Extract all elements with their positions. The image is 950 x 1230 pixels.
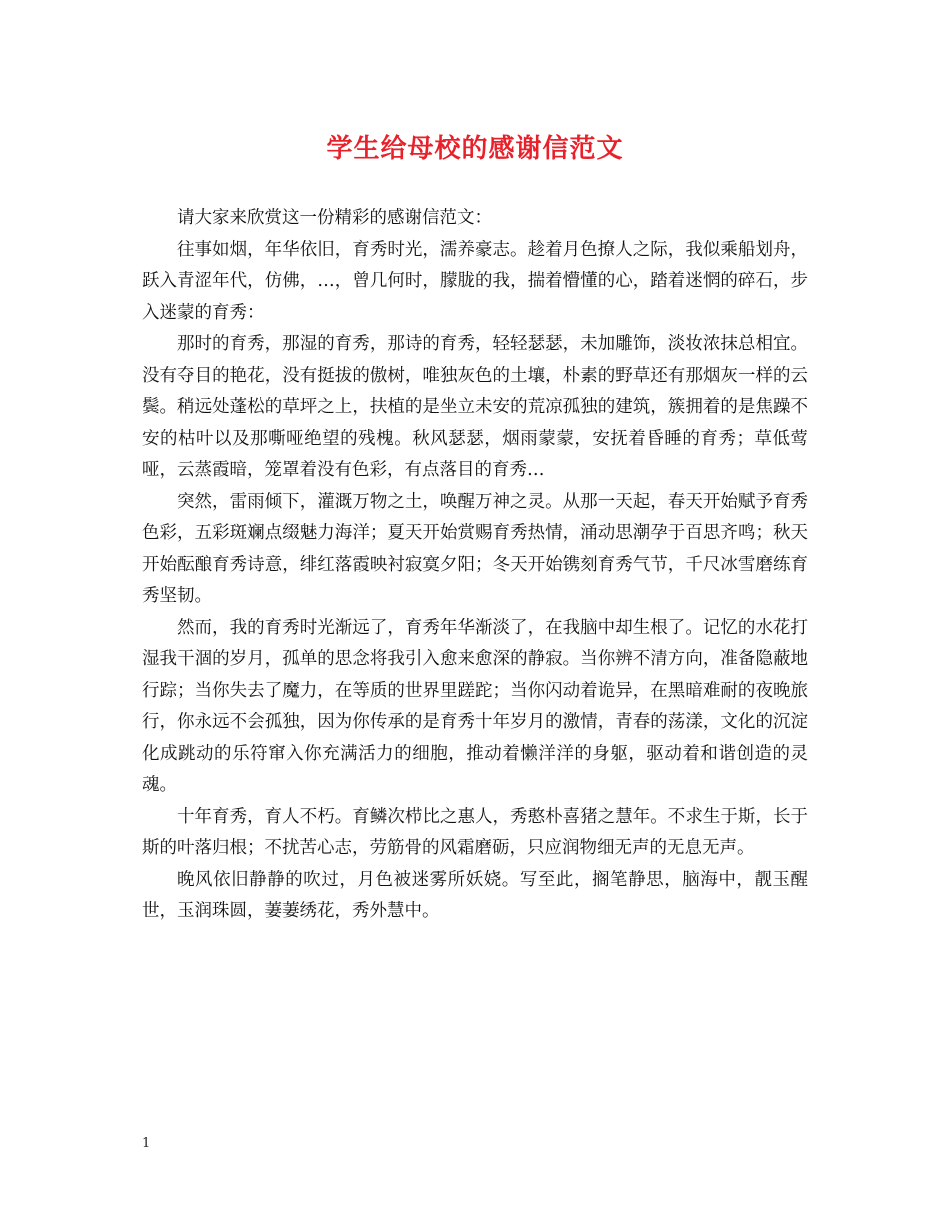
paragraph-4: 然而，我的育秀时光渐远了，育秀年华渐淡了，在我脑中却生根了。记忆的水花打湿我干涸的岁月，孤单的思念将我引入愈来愈深的静寂。当你辨不清方向，准备隐蔽地行踪；当你失去了魔力，在等质的世界里蹉跎；当你闪动着诡异，在黑暗难耐的夜晚旅行，你永远不会孤独，因为你传承的是育秀十年岁月的激情，青春的荡漾，文化的沉淀化成跳动的乐符窜入你充满活力的细胞，推动着懒洋洋的身躯，驱动着和谐创造的灵魂。 <box>142 617 808 795</box>
document-title: 学生给母校的感谢信范文 <box>326 134 624 164</box>
paragraph-intro: 请大家来欣赏这一份精彩的感谢信范文： <box>177 208 492 228</box>
paragraph-5: 十年育秀，育人不朽。育鳞次栉比之惠人，秀憨朴喜猪之慧年。不求生于斯，长于斯的叶落归根；不扰苦心志，劳筋骨的风霜磨砺，只应润物细无声的无息无声。 <box>142 806 808 858</box>
paragraph-1: 往事如烟，年华依旧，育秀时光，濡养豪志。趁着月色撩人之际，我似乘船划舟，跃入青涩年代，仿佛，…，曾几何时，朦胧的我，揣着懵懂的心，踏着迷惘的碎石，步入迷蒙的育秀： <box>142 239 808 323</box>
page-number: 1 <box>142 1136 151 1151</box>
paragraph-6: 晚风依旧静静的吹过，月色被迷雾所妖娆。写至此，搁笔静思，脑海中，靓玉醒世，玉润珠圆，萋萋绣花，秀外慧中。 <box>142 869 808 921</box>
document-body <box>142 203 808 928</box>
paragraph-3: 突然，雷雨倾下，灌溉万物之土，唤醒万神之灵。从那一天起，春天开始赋予育秀色彩，五彩斑斓点缀魅力海洋；夏天开始赏赐育秀热情，涌动思潮孕于百思齐鸣；秋天开始酝酿育秀诗意，绯红落霞映衬寂寞夕阳；冬天开始镌刻育秀气节，千尺冰雪磨练育秀坚韧。 <box>142 491 808 606</box>
paragraph-2: 那时的育秀，那湿的育秀，那诗的育秀，轻轻瑟瑟，未加雕饰，淡妆浓抹总相宜。没有夺目的艳花，没有挺拔的傲树，唯独灰色的土壤，朴素的野草还有那烟灰一样的云鬓。稍远处蓬松的草坪之上，扶植的是坐立未安的荒凉孤独的建筑，簇拥着的是焦躁不安的枯叶以及那嘶哑绝望的残槐。秋风瑟瑟，烟雨蒙蒙，安抚着昏睡的育秀；草低莺哑，云蒸霞暗，笼罩着没有色彩，有点落目的育秀… <box>142 334 808 480</box>
